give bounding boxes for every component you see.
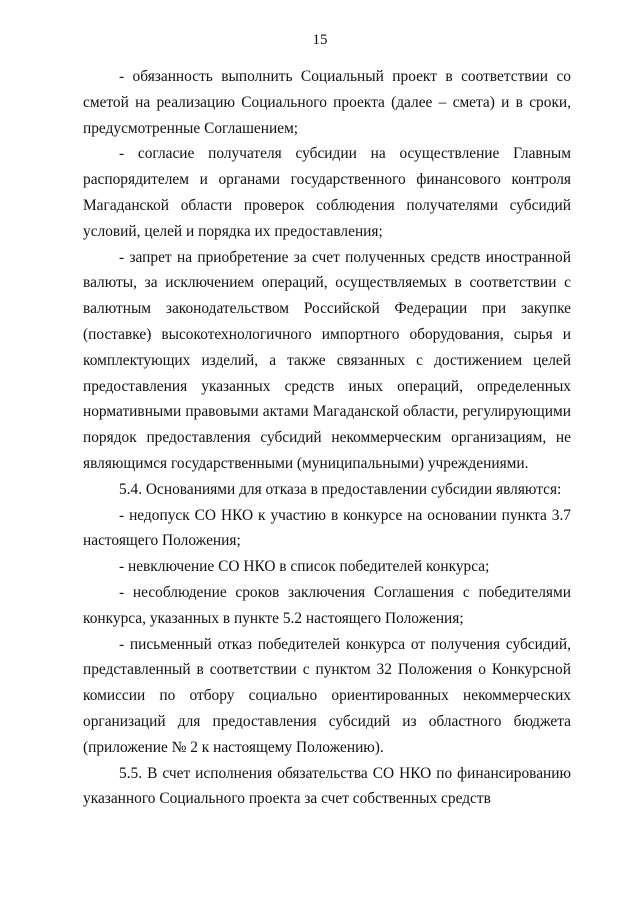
paragraph-consent-inspection: - согласие получателя субсидии на осуществление Главным распорядителем и органами государственного финансового контроля Магаданской области проверок соблюдения получателями субсидий условий, целей и порядка их предоставления; bbox=[83, 145, 571, 240]
paragraph-written-refusal: - письменный отказ победителей конкурса от получения субсидий, представленный в соответствии с пунктом 32 Положения о Конкурсной комиссии по отбору социально ориентированных некоммерческих организаций для предоставления субсидий из областного бюджета (приложение № 2 к настоящему Положению). bbox=[83, 635, 571, 756]
page-number: 15 bbox=[312, 32, 328, 48]
paragraph-currency-ban: - запрет на приобретение за счет полученных средств иностранной валюты, за исключением операций, осуществляемых в соответствии с валютным законодательством Российской Федерации при закупке (поставке) высокотехнологичного импортного оборудования, сырья и комплектующих изделий, а также связанных с достижением целей предоставления указанных средств иных операций, определенных нормативными правовыми актами Магаданской области, регулирующими порядок предоставления субсидий некоммерческим организациям, не являющимся государственными (муниципальными) учреждениями. bbox=[83, 248, 571, 472]
document-body bbox=[83, 64, 571, 812]
paragraph-refusal-grounds: 5.4. Основаниями для отказа в предоставлении субсидии являются: bbox=[119, 480, 562, 498]
paragraph-not-included: - невключение СО НКО в список победителей конкурса; bbox=[119, 558, 490, 576]
paragraph-obligation-project: - обязанность выполнить Социальный проект в соответствии со сметой на реализацию Социального проекта (далее – смета) и в сроки, предусмотренные Соглашением; bbox=[83, 68, 571, 137]
paragraph-deadline-violation: - несоблюдение сроков заключения Соглашения с победителями конкурса, указанных в пункте 5.2 настоящего Положения; bbox=[83, 583, 571, 627]
paragraph-own-funds: 5.5. В счет исполнения обязательства СО НКО по финансированию указанного Социального проекта за счет собственных средств bbox=[83, 764, 571, 808]
paragraph-non-admission: - недопуск СО НКО к участию в конкурсе на основании пункта 3.7 настоящего Положения; bbox=[83, 506, 571, 550]
